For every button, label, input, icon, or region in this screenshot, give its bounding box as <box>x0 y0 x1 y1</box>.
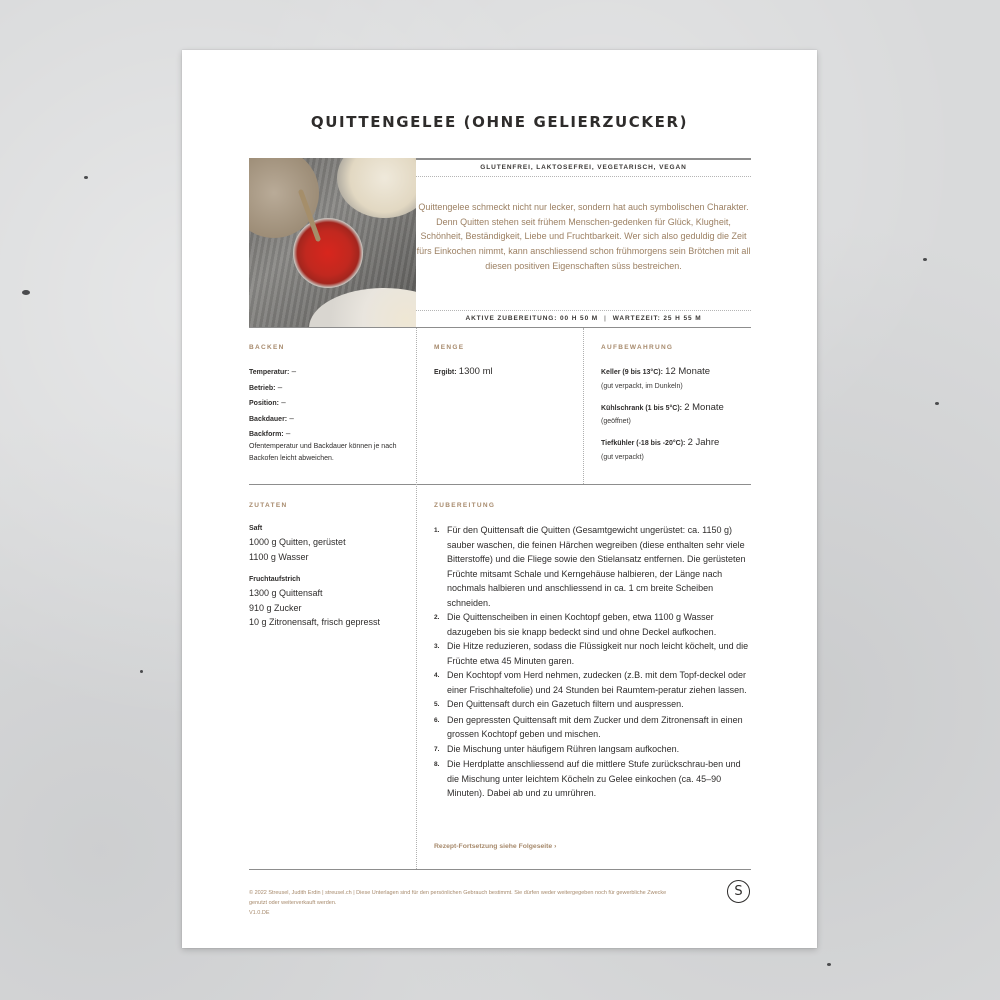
step-number: 1. <box>434 527 440 534</box>
step-text: Den Quittensaft durch ein Gazetuch filtern und auspressen. <box>447 699 684 709</box>
ingredient-group-title: Fruchtaufstrich <box>249 576 301 583</box>
preparation-steps <box>434 523 754 801</box>
backen-row <box>249 381 409 397</box>
row-value: – <box>285 429 291 438</box>
row-value: – <box>289 413 294 423</box>
background-texture-dot <box>827 963 831 966</box>
aufbewahrung-details <box>601 365 751 472</box>
ingredient-list <box>249 523 409 630</box>
step-number: 8. <box>434 761 440 768</box>
spacer <box>249 564 409 574</box>
section-label-backen: BACKEN <box>249 344 285 351</box>
step-item <box>434 668 754 697</box>
step-item <box>434 639 754 668</box>
section-label-zubereitung: ZUBEREITUNG <box>434 502 496 509</box>
recipe-sheet <box>182 50 817 948</box>
row-key: Backdauer: <box>249 415 288 423</box>
row-key: Keller (9 bis 13°C): <box>601 369 663 376</box>
background-texture-dot <box>84 176 88 179</box>
row-key: Temperatur: <box>249 369 290 376</box>
recipe-header-block <box>249 158 751 327</box>
step-number: 5. <box>434 701 440 708</box>
footer-copyright: © 2022 Streusel, Judith Erdin | streusel.ch | Diese Unterlagen sind für den persönlichen Gebrauch bestimmt. Sie dürfen weder weitergegeben noch für gewerbliche Zwecke genutzt oder weiterverkauft werden. <box>249 890 667 906</box>
streusel-logo-icon: S <box>727 880 750 903</box>
backen-details <box>249 365 409 443</box>
divider <box>249 327 751 328</box>
step-number: 7. <box>434 745 440 753</box>
row-key: Position: <box>249 400 279 407</box>
step-text: Die Mischung unter häufigem Rühren langsam aufkochen. <box>447 743 680 754</box>
footer-version: V1.0.DE <box>249 910 270 916</box>
step-item <box>434 523 754 610</box>
photo-jelly-jar <box>293 218 363 288</box>
section-label-menge: MENGE <box>434 344 465 351</box>
row-note: (gut verpackt, im Dunkeln) <box>601 382 683 390</box>
storage-row <box>601 436 751 464</box>
backen-row <box>249 365 409 381</box>
recipe-photo <box>249 158 416 327</box>
backen-row <box>249 396 409 412</box>
step-item <box>434 713 754 742</box>
column-divider <box>583 328 584 484</box>
step-number: 6. <box>434 716 440 724</box>
row-value: 2 Monate <box>684 401 724 413</box>
step-item <box>434 697 754 713</box>
row-key: Betrieb: <box>249 384 276 392</box>
step-text: Den Kochtopf vom Herd nehmen, zudecken (z.B. mit dem Topf-deckel oder einer Frischhaltefolie) und 24 Stunden bei Raumtem-peratur ziehen lassen. <box>447 670 747 695</box>
ingredient-group-title: Saft <box>249 525 263 532</box>
ingredient-item: 910 g Zucker <box>249 602 302 613</box>
divider <box>249 484 751 485</box>
row-value: 2 Jahre <box>687 437 720 448</box>
diet-tags: GLUTENFREI, LAKTOSEFREI, VEGETARISCH, VEGAN <box>416 160 751 177</box>
recipe-intro: Quittengelee schmeckt nicht nur lecker, sondern hat auch symbolischen Charakter. Denn Quitten stehen seit frühem Menschen-gedenken für Glück, Klugheit, Schönheit, Beständigkeit, Liebe und Fruchtbarkeit. Wer sich also geduldig die Zeit fürs Einkochen nimmt, kann anschliessend schon frühmorgens sein Brötchen mit all diesen positiven Eigenschaften süss bestreichen. <box>416 202 751 271</box>
divider <box>249 869 751 870</box>
waiting-time: WARTEZEIT: 25 H 55 M <box>612 315 702 322</box>
recipe-title: QUITTENGELEE (OHNE GELIERZUCKER) <box>310 113 689 131</box>
background-texture-dot <box>923 258 927 261</box>
time-info <box>416 310 751 327</box>
step-item <box>434 610 754 639</box>
menge-value: 1300 ml <box>458 366 493 377</box>
background-texture-dot <box>22 290 30 295</box>
row-value: 12 Monate <box>665 366 711 377</box>
step-number: 2. <box>434 614 440 621</box>
backen-note: Ofentemperatur und Backdauer können je nach Backofen leicht abweichen. <box>249 443 397 462</box>
ingredient-item: 1300 g Quittensaft <box>249 588 323 598</box>
storage-row <box>601 365 751 393</box>
row-value: – <box>281 398 286 407</box>
step-item <box>434 742 754 758</box>
menge-details <box>434 365 493 381</box>
step-item <box>434 757 754 801</box>
step-text: Die Herdplatte anschliessend auf die mittlere Stufe zurückschrau-ben und die Mischung unter leichtem Köcheln zu Gelee einkochen (ca. 45–90 Minuten). Dabei ab und zu umrühren. <box>447 759 741 798</box>
step-number: 3. <box>434 643 440 650</box>
row-key: Kühlschrank (1 bis 5°C): <box>601 404 682 412</box>
section-label-zutaten: ZUTATEN <box>249 502 288 509</box>
background-texture-dot <box>935 402 939 405</box>
section-label-aufbewahrung: AUFBEWAHRUNG <box>601 344 674 351</box>
row-value: – <box>277 382 283 392</box>
storage-row <box>601 401 751 429</box>
row-note: (geöffnet) <box>601 418 631 425</box>
continuation-link[interactable]: Rezept-Fortsetzung siehe Folgeseite › <box>434 843 557 850</box>
active-time: AKTIVE ZUBEREITUNG: 00 H 50 M <box>465 315 599 322</box>
step-text: Die Quittenscheiben in einen Kochtopf geben, etwa 1100 g Wasser dazugeben bis sie knapp bedeckt sind und ohne Deckel aufkochen. <box>447 612 717 637</box>
row-note: (gut verpackt) <box>601 453 644 461</box>
step-text: Den gepressten Quittensaft mit dem Zucker und dem Zitronensaft in einen grossen Kochtopf geben und mischen. <box>447 714 743 739</box>
step-number: 4. <box>434 672 440 679</box>
column-divider <box>416 328 417 869</box>
time-separator: | <box>604 315 607 322</box>
ingredient-item: 10 g Zitronensaft, frisch gepresst <box>249 617 381 627</box>
menge-key: Ergibt: <box>434 369 457 376</box>
ingredient-item: 1100 g Wasser <box>249 551 309 562</box>
backen-row <box>249 412 409 428</box>
row-key: Tiefkühler (-18 bis -20°C): <box>601 440 686 447</box>
background-texture-dot <box>140 670 143 673</box>
step-text: Für den Quittensaft die Quitten (Gesamtgewicht ungerüstet: ca. 1150 g) sauber waschen, die feinen Härchen wegreiben (diese enthalten sehr viele Bitterstoffe) und die Fliege sowie den Stielansatz entfernen. Die gerüsteten Früchte mitsamt Schale und Kerngehäuse halbieren, der Länge nach nochmals halbieren und anschliessend in ca. 1 cm breite Scheiben schneiden. <box>447 525 746 608</box>
step-text: Die Hitze reduzieren, sodass die Flüssigkeit nur noch leicht köchelt, und die Früchte etwa 45 Minuten garen. <box>447 641 749 666</box>
row-key: Backform: <box>249 431 284 438</box>
ingredient-item: 1000 g Quitten, gerüstet <box>249 537 346 547</box>
row-value: – <box>291 367 297 376</box>
